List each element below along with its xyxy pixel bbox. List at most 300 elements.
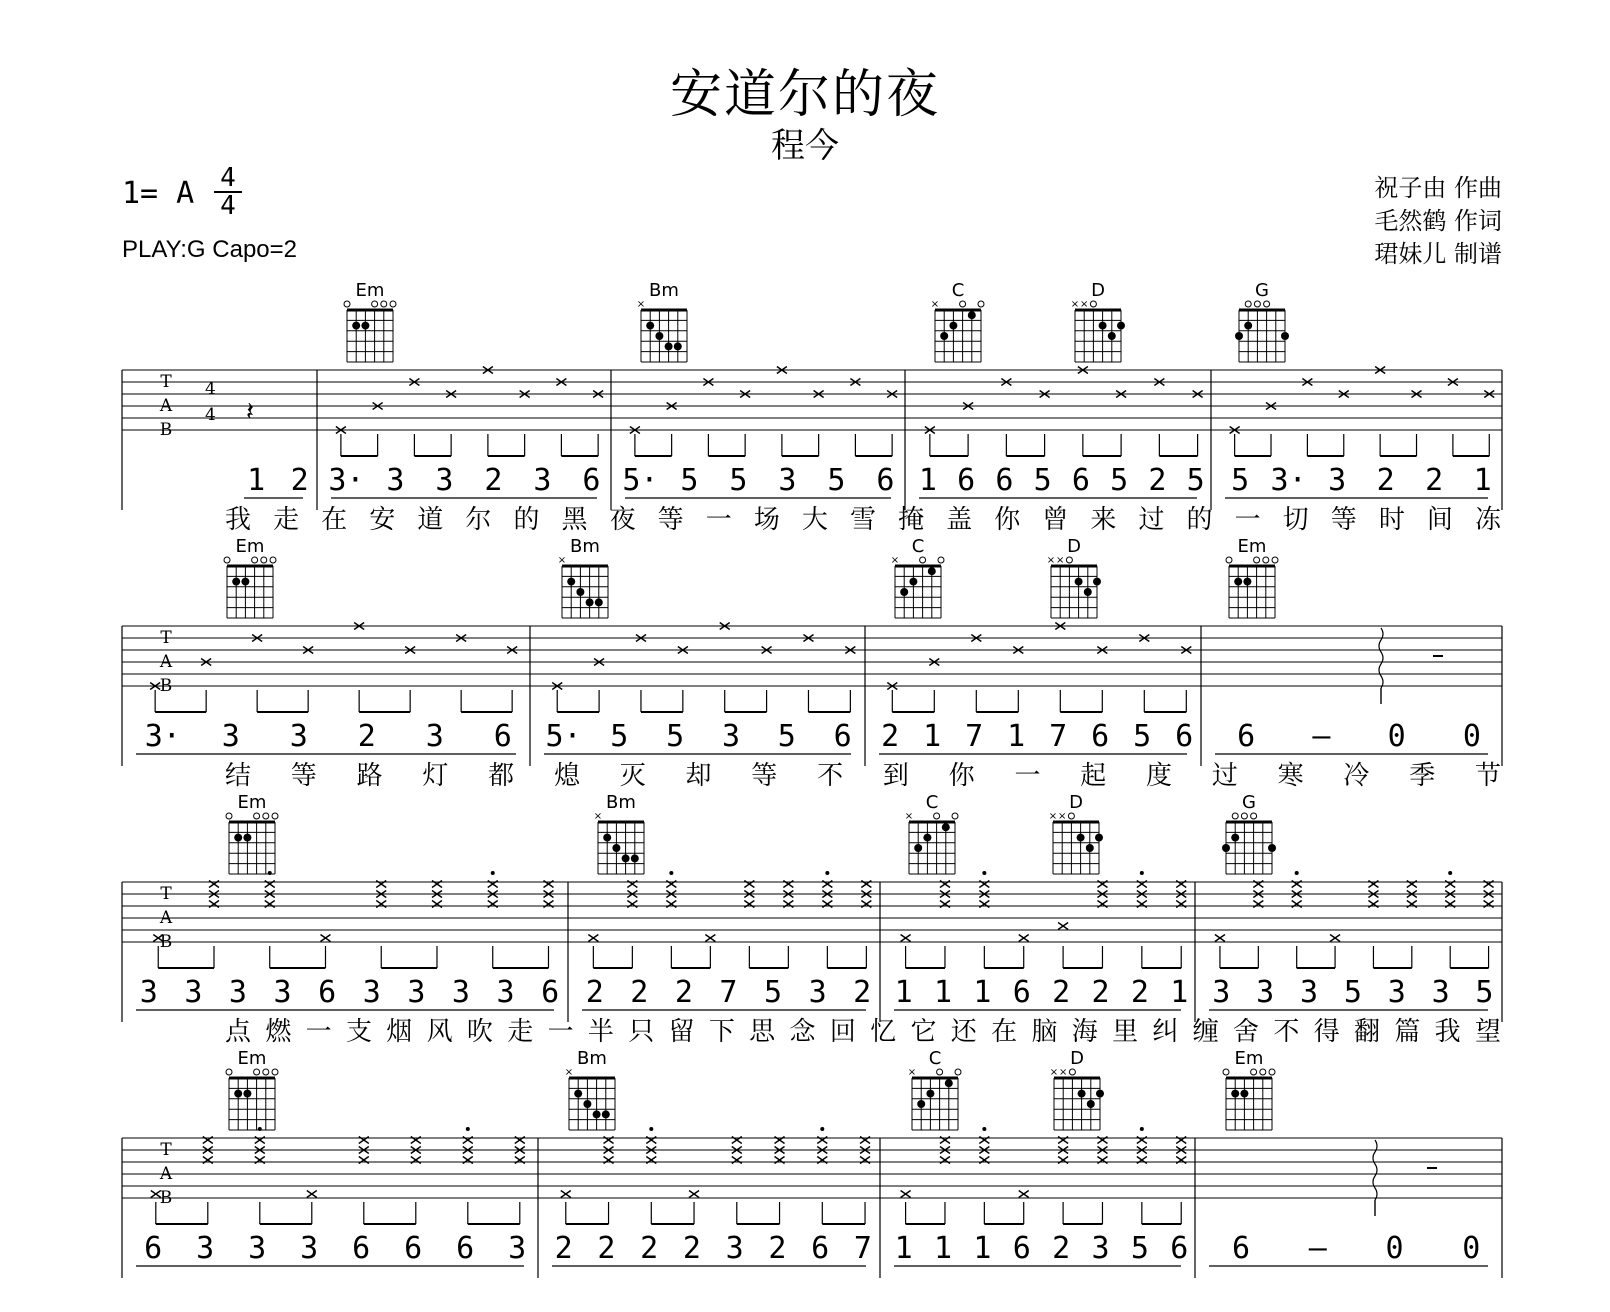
jianpu-note: 3 <box>273 975 292 1010</box>
lyric-char: 安 <box>369 505 396 535</box>
jianpu-note: 3 <box>1387 975 1406 1010</box>
chord-name: C <box>951 280 965 301</box>
finger-dot <box>567 578 575 586</box>
jianpu-note: 2 <box>1052 1231 1071 1266</box>
open-string-mark <box>1260 1069 1266 1075</box>
lyric-char: 我 <box>224 505 252 535</box>
muted-string-mark: × <box>930 299 940 310</box>
finger-dot <box>900 588 908 596</box>
lyric-char: 一 <box>1014 761 1041 791</box>
finger-dot <box>1084 588 1092 596</box>
strum-pattern <box>887 623 1191 713</box>
muted-string-mark: × <box>1048 811 1058 822</box>
jianpu-note: 2 <box>290 463 309 498</box>
jianpu-note: 5 <box>1133 719 1152 754</box>
lyric-char: 一 <box>705 505 732 535</box>
finger-dot <box>234 834 242 842</box>
jianpu-note: 1 <box>894 975 913 1010</box>
open-string-mark <box>1272 557 1278 563</box>
jianpu-note: 3 <box>221 719 240 754</box>
chord-diagram-g <box>1235 280 1289 362</box>
jianpu-note: 3 <box>1256 975 1275 1010</box>
notation-measure <box>544 719 852 754</box>
lyric-char: 吹 <box>466 1017 493 1047</box>
jianpu-note: 3 <box>1431 975 1450 1010</box>
finger-dot <box>243 1090 251 1098</box>
chord-diagram-em <box>224 536 276 618</box>
lyric-char: 在 <box>321 505 348 535</box>
finger-dot <box>1099 322 1107 330</box>
jianpu-note: 1 <box>1170 975 1189 1010</box>
muted-string-mark: × <box>1058 811 1067 822</box>
chord-diagram-c <box>931 280 984 362</box>
lyric-char: 里 <box>1112 1017 1139 1047</box>
muted-string-mark: × <box>907 1067 917 1078</box>
jianpu-note: 6 <box>1012 975 1031 1010</box>
finger-dot <box>674 342 682 350</box>
lyric-char: 到 <box>882 761 909 791</box>
open-string-mark <box>263 1069 269 1075</box>
lyric-char: 大 <box>801 505 828 535</box>
lyric-char: 半 <box>587 1017 614 1047</box>
jianpu-note: 3 <box>508 1231 527 1266</box>
finger-dot <box>595 598 603 606</box>
lyric-char: 都 <box>488 761 515 791</box>
open-string-mark <box>1245 301 1251 307</box>
muted-string-mark: × <box>1049 1067 1059 1078</box>
lyric-char: 缠 <box>1192 1017 1219 1047</box>
open-string-mark <box>372 301 378 307</box>
jianpu-note: 1 <box>894 1231 913 1266</box>
finger-dot <box>602 1110 610 1118</box>
finger-dot <box>1243 578 1251 586</box>
jianpu-note: 2 <box>1052 975 1071 1010</box>
notation-measure <box>879 719 1193 754</box>
jianpu-note: 3 <box>196 1231 215 1266</box>
notation-measure <box>136 1231 526 1266</box>
chord-name: Bm <box>570 536 600 557</box>
muted-string-mark: × <box>904 811 914 822</box>
score-row-3 <box>122 871 1502 1047</box>
jianpu-note: 2 <box>640 1231 659 1266</box>
muted-string-mark: × <box>636 299 646 310</box>
finger-dot <box>928 567 936 575</box>
chord-diagram-em <box>1223 1048 1275 1130</box>
finger-dot <box>914 844 922 852</box>
lyric-char: 在 <box>991 1017 1018 1047</box>
strum-pattern <box>925 367 1203 457</box>
tab-clef-letter: A <box>159 1164 173 1184</box>
jianpu-note: 0 <box>1385 1231 1404 1266</box>
jianpu-note: 2 <box>1130 975 1149 1010</box>
notation-measure <box>919 463 1205 498</box>
jianpu-note: 5 <box>729 463 748 498</box>
tab-clef-letter: A <box>159 396 173 416</box>
jianpu-note: — <box>1312 719 1331 754</box>
chord-diagram-bm <box>637 280 687 362</box>
open-string-mark <box>224 557 230 563</box>
jianpu-note: 5· <box>545 719 582 754</box>
lyric-char: 黑 <box>561 505 588 535</box>
finger-dot <box>655 332 663 340</box>
jianpu-note: 1 <box>933 975 953 1010</box>
notation-measure <box>136 719 516 754</box>
jianpu-note: 1 <box>1007 719 1026 754</box>
jianpu-note: 2 <box>357 719 376 754</box>
lyric-char: 下 <box>708 1017 735 1047</box>
jianpu-note: 6 <box>1170 1231 1189 1266</box>
open-string-mark <box>1254 301 1260 307</box>
notation-measure <box>1225 463 1492 498</box>
finger-dot <box>234 1090 242 1098</box>
lyric-char: 还 <box>950 1017 977 1047</box>
chord-name: D <box>1070 1048 1084 1069</box>
finger-dot <box>1093 578 1101 586</box>
open-string-mark <box>1090 301 1096 307</box>
jianpu-note: 6 <box>995 463 1014 498</box>
lyric-char: 场 <box>753 505 780 535</box>
chord-name: Em <box>237 1048 267 1069</box>
lyric-char: 曾 <box>1042 505 1069 535</box>
open-string-mark <box>1251 813 1257 819</box>
lyric-char: 度 <box>1146 761 1173 791</box>
finger-dot <box>949 322 957 330</box>
tab-clef-letter: B <box>159 420 173 440</box>
open-string-mark <box>390 301 396 307</box>
jianpu-note: 2 <box>554 1231 573 1266</box>
jianpu-note: 5· <box>622 463 659 498</box>
lyric-char: 翻 <box>1354 1017 1381 1047</box>
chord-diagram-c <box>905 792 958 874</box>
open-string-mark <box>978 301 984 307</box>
jianpu-note: 3 <box>289 719 308 754</box>
lyric-char: 路 <box>356 761 383 791</box>
jianpu-note: 5 <box>1343 975 1362 1010</box>
jianpu-note: 3 <box>496 975 515 1010</box>
open-string-mark <box>1241 813 1247 819</box>
lyric-char: 点 <box>224 1017 252 1047</box>
lyric-char: 留 <box>668 1017 695 1047</box>
chord-name: G <box>1255 280 1269 301</box>
jianpu-note: 5 <box>1033 463 1052 498</box>
jianpu-note: 3 <box>725 1231 744 1266</box>
chord-diagram-em <box>226 792 278 874</box>
tab-clef-letter: T <box>160 628 172 648</box>
jianpu-note: 5 <box>1110 463 1129 498</box>
finger-dot <box>1108 332 1116 340</box>
notation-measure <box>894 1231 1188 1266</box>
jianpu-note: 5 <box>827 463 846 498</box>
finger-dot <box>1086 844 1094 852</box>
lyrics-line <box>225 761 1501 791</box>
lyric-char: 燃 <box>265 1017 292 1047</box>
open-string-mark <box>1226 557 1232 563</box>
open-string-mark <box>254 813 260 819</box>
finger-dot <box>945 1079 953 1087</box>
finger-dot <box>612 844 620 852</box>
strum-pattern <box>151 1127 525 1224</box>
strum-pattern <box>153 871 553 968</box>
lyric-char: 一 <box>1234 505 1261 535</box>
jianpu-note: 6 <box>1175 719 1194 754</box>
finger-dot <box>1075 578 1083 586</box>
jianpu-note: 7 <box>853 1231 872 1266</box>
lyric-char: 灭 <box>619 761 646 791</box>
finger-dot <box>241 578 249 586</box>
open-string-mark <box>1068 813 1074 819</box>
jianpu-note: 6 <box>833 719 852 754</box>
jianpu-note: 3· <box>328 463 365 498</box>
open-string-mark <box>261 557 267 563</box>
finger-dot <box>1087 1100 1095 1108</box>
lyric-char: 等 <box>1330 505 1357 535</box>
lyric-char: 等 <box>751 761 778 791</box>
jianpu-note: 6 <box>456 1231 475 1266</box>
lyric-char: 风 <box>426 1017 453 1047</box>
open-string-mark <box>920 557 926 563</box>
muted-string-mark: × <box>1070 299 1080 310</box>
finger-dot <box>352 322 360 330</box>
jianpu-note: 3 <box>1091 1231 1110 1266</box>
strum-pattern <box>588 871 871 968</box>
jianpu-note: 2 <box>1376 463 1395 498</box>
notation-measure <box>622 463 894 498</box>
finger-dot <box>1117 322 1125 330</box>
finger-dot <box>1281 332 1289 340</box>
chord-diagram-em <box>1226 536 1278 618</box>
muted-string-mark: × <box>1059 1067 1068 1078</box>
jianpu-note: 5 <box>1130 1231 1149 1266</box>
jianpu-note: 6 <box>144 1231 163 1266</box>
open-string-mark <box>252 557 258 563</box>
open-string-mark <box>270 557 276 563</box>
tab-clef-letter: T <box>160 372 172 392</box>
jianpu-note: 6 <box>1232 1231 1251 1266</box>
arpeggio-mark <box>1373 1140 1377 1200</box>
jianpu-note: 3 <box>1212 975 1231 1010</box>
lyric-char: 道 <box>417 505 444 535</box>
jianpu-note: 5 <box>1231 463 1250 498</box>
chord-name: C <box>911 536 925 557</box>
chord-diagram-d <box>1047 536 1101 618</box>
lyric-char: 尔 <box>465 505 492 535</box>
jianpu-note: 2 <box>1425 463 1444 498</box>
muted-string-mark: × <box>564 1067 574 1078</box>
notation-measure <box>328 463 600 498</box>
lyric-char: 时 <box>1378 505 1405 535</box>
credit-transcriber: 珺妹儿 制谱 <box>1374 240 1502 268</box>
jianpu-note: 0 <box>1387 719 1406 754</box>
lyric-char: 走 <box>273 505 300 535</box>
muted-string-mark: × <box>557 555 567 566</box>
open-string-mark <box>1269 1069 1275 1075</box>
strum-pattern <box>561 1127 870 1224</box>
jianpu-note: 1 <box>973 1231 992 1266</box>
tab-clef-letter: B <box>159 676 173 696</box>
finger-dot <box>940 332 948 340</box>
lyric-char: 结 <box>224 761 252 791</box>
lyric-char: 海 <box>1071 1017 1098 1047</box>
jianpu-note: 1 <box>923 719 942 754</box>
chord-name: D <box>1067 536 1081 557</box>
notation-measure <box>1209 975 1493 1010</box>
lyric-char: 篇 <box>1394 1017 1421 1047</box>
jianpu-note: 6 <box>1012 1231 1031 1266</box>
chord-diagram-c <box>891 536 944 618</box>
jianpu-note: 2 <box>768 1231 787 1266</box>
strum-pattern <box>630 367 897 457</box>
lyric-char: 熄 <box>553 761 580 791</box>
open-string-mark <box>1223 1069 1229 1075</box>
lyric-char: 过 <box>1211 761 1238 791</box>
jianpu-note: 6 <box>404 1231 423 1266</box>
lyric-char: 冻 <box>1474 505 1502 535</box>
lyric-char: 来 <box>1090 505 1117 535</box>
jianpu-note: 6 <box>352 1231 371 1266</box>
open-string-mark <box>1232 813 1238 819</box>
jianpu-note: 5 <box>680 463 699 498</box>
finger-dot <box>917 1100 925 1108</box>
lyric-char: 切 <box>1282 505 1309 535</box>
finger-dot <box>243 834 251 842</box>
lyric-char: 支 <box>345 1017 372 1047</box>
open-string-mark <box>1263 557 1269 563</box>
score-row-1 <box>122 367 1502 536</box>
chord-name: Bm <box>649 280 679 301</box>
finger-dot <box>968 311 976 319</box>
chord-diagram-d <box>1049 792 1103 874</box>
finger-dot <box>923 834 931 842</box>
notation-measure <box>582 975 871 1010</box>
lyric-char: 冷 <box>1343 761 1370 791</box>
tab-clef-letter: T <box>160 1140 172 1160</box>
lyric-char: 它 <box>910 1017 937 1047</box>
finger-dot <box>603 834 611 842</box>
muted-string-mark: × <box>1080 299 1089 310</box>
finger-dot <box>646 322 654 330</box>
artist-name: 程今 <box>771 126 839 166</box>
jianpu-note: 3 <box>228 975 247 1010</box>
jianpu-note: 6 <box>541 975 560 1010</box>
chord-name: D <box>1069 792 1083 813</box>
lyric-char: 走 <box>507 1017 534 1047</box>
open-string-mark <box>1251 1069 1257 1075</box>
finger-dot <box>622 854 630 862</box>
jianpu-note: 1 <box>973 975 992 1010</box>
lyric-char: 雪 <box>849 505 877 535</box>
chord-diagram-d <box>1050 1048 1104 1130</box>
chord-name: Em <box>355 280 385 301</box>
jianpu-note: 3 <box>248 1231 267 1266</box>
jianpu-note: 2 <box>881 719 900 754</box>
tab-clef-letter: B <box>159 932 173 952</box>
chord-diagram-bm <box>558 536 608 618</box>
jianpu-note: 3 <box>533 463 552 498</box>
open-string-mark <box>952 813 958 819</box>
lyric-char: 的 <box>1186 505 1213 535</box>
lyric-char: 过 <box>1138 505 1165 535</box>
finger-dot <box>1231 834 1239 842</box>
lyric-char: 季 <box>1409 761 1436 791</box>
jianpu-note: 3 <box>425 719 444 754</box>
finger-dot <box>583 1100 591 1108</box>
lyric-char: 只 <box>628 1017 655 1047</box>
notation-measure <box>552 1231 872 1266</box>
finger-dot <box>1222 844 1230 852</box>
open-string-mark <box>934 813 940 819</box>
jianpu-note: 2 <box>682 1231 701 1266</box>
chord-diagram-em <box>344 280 396 362</box>
jianpu-note: 3 <box>184 975 203 1010</box>
tab-clef-letter: A <box>159 908 173 928</box>
jianpu-note: 3 <box>435 463 454 498</box>
strum-pattern <box>1230 367 1495 457</box>
jianpu-note: 2 <box>484 463 503 498</box>
jianpu-note: 7 <box>965 719 984 754</box>
open-string-mark <box>263 813 269 819</box>
lyric-char: 你 <box>994 505 1021 535</box>
open-string-mark <box>254 1069 260 1075</box>
finger-dot <box>665 342 673 350</box>
notation-measure <box>136 975 559 1010</box>
open-string-mark <box>955 1069 961 1075</box>
jianpu-note: 6 <box>493 719 512 754</box>
jianpu-note: 3 <box>721 719 741 754</box>
lyric-char: 的 <box>513 505 540 535</box>
lyrics-line <box>225 1017 1501 1047</box>
strum-pattern <box>150 623 517 713</box>
finger-dot <box>1095 834 1103 842</box>
jianpu-note: 5 <box>666 719 685 754</box>
notation-measure <box>1215 719 1488 754</box>
jianpu-note: 6 <box>811 1231 830 1266</box>
finger-dot <box>586 598 594 606</box>
finger-dot <box>942 823 950 831</box>
lyric-char: 不 <box>1273 1017 1300 1047</box>
time-signature-bottom: 4 <box>220 191 236 221</box>
score-row-2 <box>122 623 1502 792</box>
jianpu-note: 7 <box>1049 719 1068 754</box>
chord-name: Bm <box>606 792 636 813</box>
lyric-char: 节 <box>1474 761 1502 791</box>
strum-pattern <box>552 623 855 713</box>
finger-dot <box>1231 1090 1239 1098</box>
muted-string-mark: × <box>1056 555 1065 566</box>
jianpu-note: 6 <box>876 463 895 498</box>
chord-name: C <box>928 1048 942 1069</box>
key-signature: 1= A <box>122 176 195 211</box>
jianpu-note: 2 <box>674 975 693 1010</box>
jianpu-note: 5 <box>610 719 629 754</box>
open-string-mark <box>272 1069 278 1075</box>
lyric-char: 思 <box>749 1017 776 1047</box>
jianpu-note: 3 <box>1299 975 1319 1010</box>
finger-dot <box>1077 834 1085 842</box>
chord-name: Em <box>237 792 267 813</box>
play-capo-info: PLAY:G Capo=2 <box>122 236 298 263</box>
lyrics-line <box>225 505 1502 535</box>
tab-time-bottom: 4 <box>205 405 216 425</box>
lyric-char: 烟 <box>386 1017 413 1047</box>
finger-dot <box>1244 322 1252 330</box>
lyric-char: 望 <box>1474 1017 1502 1047</box>
chord-name: Em <box>1237 536 1267 557</box>
jianpu-note: 3 <box>1328 463 1347 498</box>
finger-dot <box>1096 1090 1104 1098</box>
notation-measure <box>894 975 1188 1010</box>
lyric-char: 一 <box>305 1017 332 1047</box>
chord-name: G <box>1242 792 1256 813</box>
